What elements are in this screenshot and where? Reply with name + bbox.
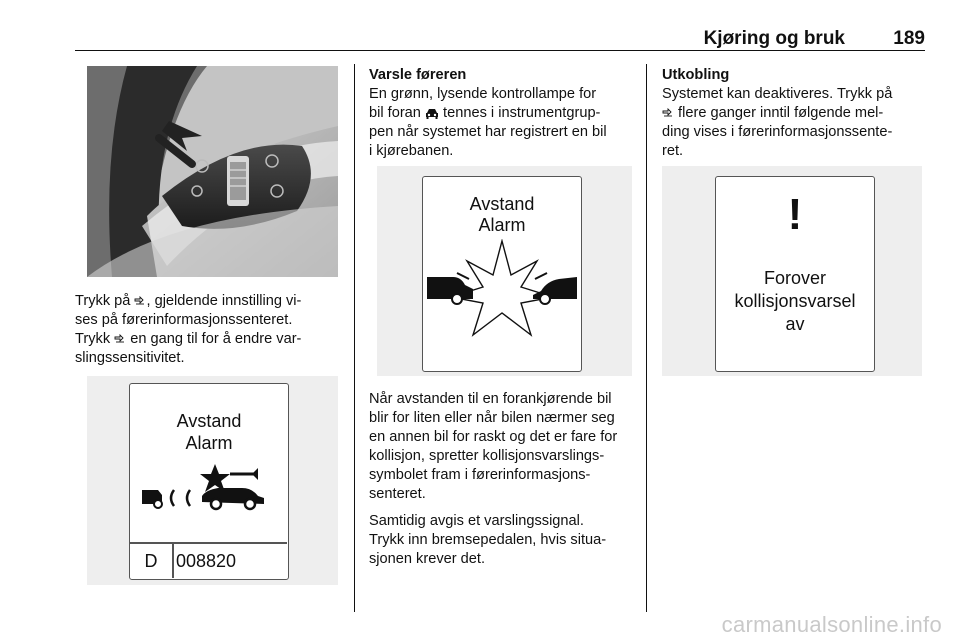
text-span: flere ganger inntil følgende mel-: [674, 105, 884, 121]
display-code-prefix: D: [144, 551, 158, 571]
display-separator: [172, 542, 174, 578]
text-line: Trykk inn bremsepedalen, hvis situa-: [369, 532, 607, 548]
text-line: senteret.: [369, 486, 426, 502]
section-heading: Utkobling: [662, 67, 730, 83]
display-text: Avstand: [469, 194, 535, 214]
display-text: Forover: [763, 268, 826, 288]
display-text: Alarm: [185, 433, 233, 453]
text-span: tennes i instrumentgrup-: [443, 105, 601, 121]
text-line: Systemet kan deaktiveres. Trykk på: [662, 86, 893, 102]
text-span: bil foran: [369, 105, 421, 121]
text-span: en gang til for å endre var-: [126, 331, 302, 347]
section-heading: Varsle føreren: [369, 67, 467, 83]
page-title: Kjøring og bruk: [703, 28, 845, 49]
column2-text-top: [369, 66, 637, 161]
gap-setting-icon: [134, 296, 146, 306]
text-line: slingssensitivitet.: [75, 350, 185, 366]
gap-setting-icon: [662, 108, 674, 118]
text-line: kollisjon, spretter kollisjonsvarslings-: [369, 448, 605, 464]
display-text: Alarm: [478, 215, 526, 235]
text-span: Trykk på: [75, 293, 135, 309]
paragraph-spacer: [369, 504, 639, 512]
text-span: Trykk: [75, 331, 115, 347]
watermark: carmanualsonline.info: [721, 612, 942, 637]
display-code: 008820: [176, 551, 237, 571]
gap-setting-icon: [114, 334, 126, 344]
column-divider: [646, 64, 647, 612]
text-line: blir for liten eller når bilen nærmer seg: [369, 410, 615, 426]
car-ahead-icon: [425, 108, 439, 119]
car-approach-icon: [140, 462, 280, 514]
display-separator: [130, 542, 287, 544]
text-line: symbolet fram i førerinformasjons-: [369, 467, 591, 483]
column-divider: [354, 64, 355, 612]
display-text: kollisjonsvarsel: [734, 291, 856, 311]
page-header: [75, 28, 925, 50]
display-text: av: [785, 314, 805, 334]
column3-text: [662, 66, 926, 161]
text-line: pen når systemet har registrert en bil: [369, 124, 607, 140]
distance-alarm-display: [129, 383, 289, 580]
page-number: 189: [893, 28, 925, 49]
text-line: en annen bil for raskt og det er fare for: [369, 429, 618, 445]
text-line: ding vises i førerinformasjonssente-: [662, 124, 893, 140]
forward-collision-off-display: [715, 176, 875, 372]
text-line: sjonen krever det.: [369, 551, 486, 567]
text-line: i kjørebanen.: [369, 143, 454, 159]
display-text: Avstand: [176, 411, 242, 431]
column1-text: [75, 292, 345, 368]
text-line: Samtidig avgis et varslingssignal.: [369, 513, 584, 529]
steering-wheel-photo: [87, 66, 338, 277]
text-line: Når avstanden til en forankjørende bil: [369, 391, 612, 407]
collision-alert-display: [422, 176, 582, 372]
collision-warning-icon: [425, 239, 579, 339]
text-span: , gjeldende innstilling vi-: [146, 293, 302, 309]
text-line: ret.: [662, 143, 684, 159]
warning-mark: !: [787, 190, 803, 239]
header-rule: [75, 50, 925, 51]
text-line: ses på førerinformasjonssenteret.: [75, 312, 293, 328]
text-line: En grønn, lysende kontrollampe for: [369, 86, 597, 102]
column2-text-bottom: [369, 390, 639, 569]
